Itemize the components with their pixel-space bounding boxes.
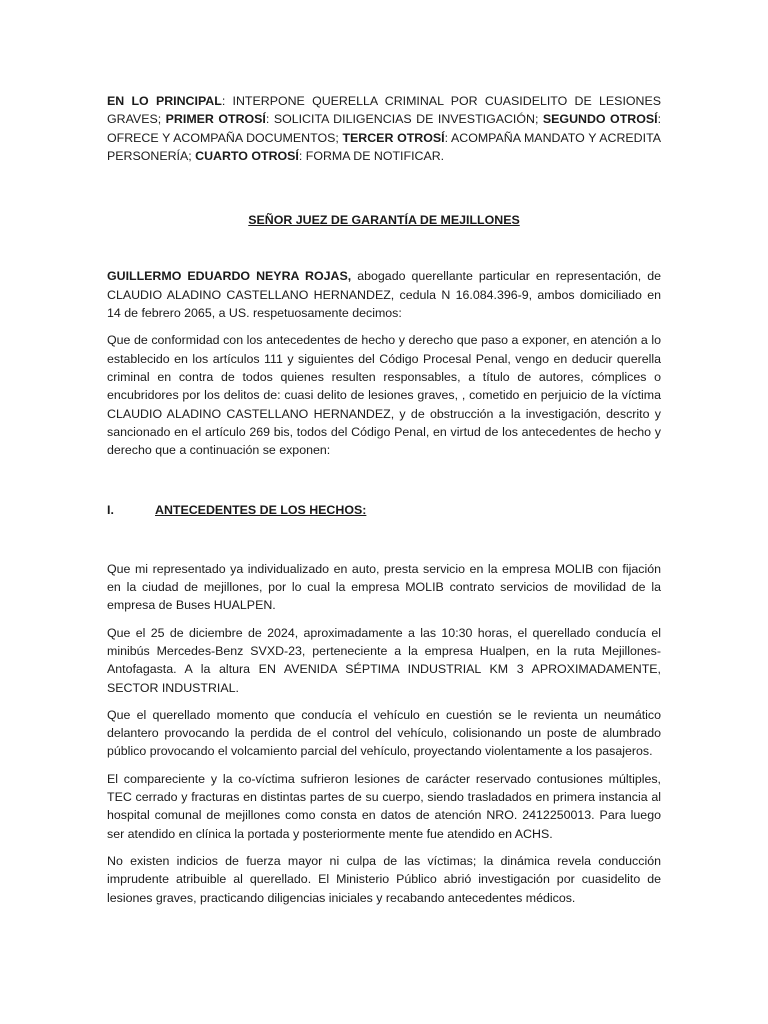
intro-paragraph (107, 267, 661, 322)
lawyer-name: GUILLERMO EDUARDO NEYRA ROJAS, (107, 269, 352, 284)
fact-paragraph-3: Que el querellado momento que conducía el vehículo en cuestión se le revienta un neumático delantero provocando la perdida de el control del vehículo, colisionando un poste de alumbrado público provocando el volcamiento parcial del vehículo, proyectando violentamente a los pasajeros. (107, 707, 661, 759)
otrosi3-label: TERCER OTROSÍ (342, 130, 445, 145)
fact-paragraph-4: El compareciente y la co-víctima sufrieron lesiones de carácter reservado contusiones múltiples, TEC cerrado y fracturas en distintas partes de su cuerpo, siendo trasladados en primera instancia al hospital comunal de mejillones como consta en datos de atención NRO. 2412250013. Para luego ser atendido en clínica la portada y posteriormente mente fue atendido en ACHS. (107, 771, 661, 841)
section-heading (107, 501, 661, 519)
otrosi4-label: CUARTO OTROSÍ (195, 148, 299, 163)
otrosi3-text: : ACOMPAÑA MANDATO Y ACREDITA PERSONERÍA; (107, 130, 661, 163)
otrosi1-text: : SOLICITA DILIGENCIAS DE INVESTIGACIÓN; (265, 112, 543, 127)
fact-paragraph-5: No existen indicios de fuerza mayor ni culpa de las víctimas; la dinámica revela conducción imprudente atribuible al querellado. El Ministerio Público abrió investigación por cuasidelito de lesiones graves, practicando diligencias iniciales y recabando antecedentes médicos. (107, 853, 661, 905)
otrosi2-label: SEGUNDO OTROSÍ (542, 112, 658, 127)
intro-text: abogado querellante particular en representación, de CLAUDIO ALADINO CASTELLANO HERNANDEZ, cedula N 16.084.396-9, ambos domiciliado en 14 de febrero 2065, a US. respetuosamente decimos: (107, 269, 661, 321)
fact-paragraph-2: Que el 25 de diciembre de 2024, aproximadamente a las 10:30 horas, el querellado conducía el minibús Mercedes-Benz SVXD-23, perteneciente a la empresa Hualpen, en la ruta Mejillones-Antofagasta. A la altura EN AVENIDA SÉPTIMA INDUSTRIAL KM 3 APROXIMADAMENTE, SECTOR INDUSTRIAL. (107, 625, 661, 695)
principal-label: EN LO PRINCIPAL (107, 94, 222, 108)
otrosi4-text: : FORMA DE NOTIFICAR. (298, 148, 445, 163)
section-title: ANTECEDENTES DE LOS HECHOS: (155, 503, 367, 518)
document-page (107, 92, 661, 907)
principal-text: : INTERPONE QUERELLA CRIMINAL POR CUASIDELITO DE LESIONES GRAVES; (107, 94, 661, 127)
fact-paragraph-1: Que mi representado ya individualizado en auto, presta servicio en la empresa MOLIB con fijación en la ciudad de mejillones, por lo cual la empresa MOLIB contrato servicios de movilidad de la empresa de Buses HUALPEN. (107, 561, 661, 613)
otrosi1-label: PRIMER OTROSÍ (165, 112, 266, 127)
section-number: I. (107, 503, 114, 518)
summary-heading (107, 92, 661, 165)
opening-paragraph: Que de conformidad con los antecedentes de hecho y derecho que paso a exponer, en atención a lo establecido en los artículos 111 y siguientes del Código Procesal Penal, vengo en deducir querella criminal en contra de todos quienes resulten responsables, a título de autores, cómplices o encubridores por los delitos de: cuasi delito de lesiones graves, , cometido en perjuicio de la víctima CLAUDIO ALADINO CASTELLANO HERNANDEZ, y de obstrucción a la investigación, descrito y sancionado en el artículo 269 bis, todos del Código Penal, en virtud de los antecedentes de hecho y derecho que a continuación se exponen: (107, 333, 661, 458)
court-title: SEÑOR JUEZ DE GARANTÍA DE MEJILLONES (248, 213, 520, 228)
otrosi2-text: : OFRECE Y ACOMPAÑA DOCUMENTOS; (107, 112, 662, 145)
